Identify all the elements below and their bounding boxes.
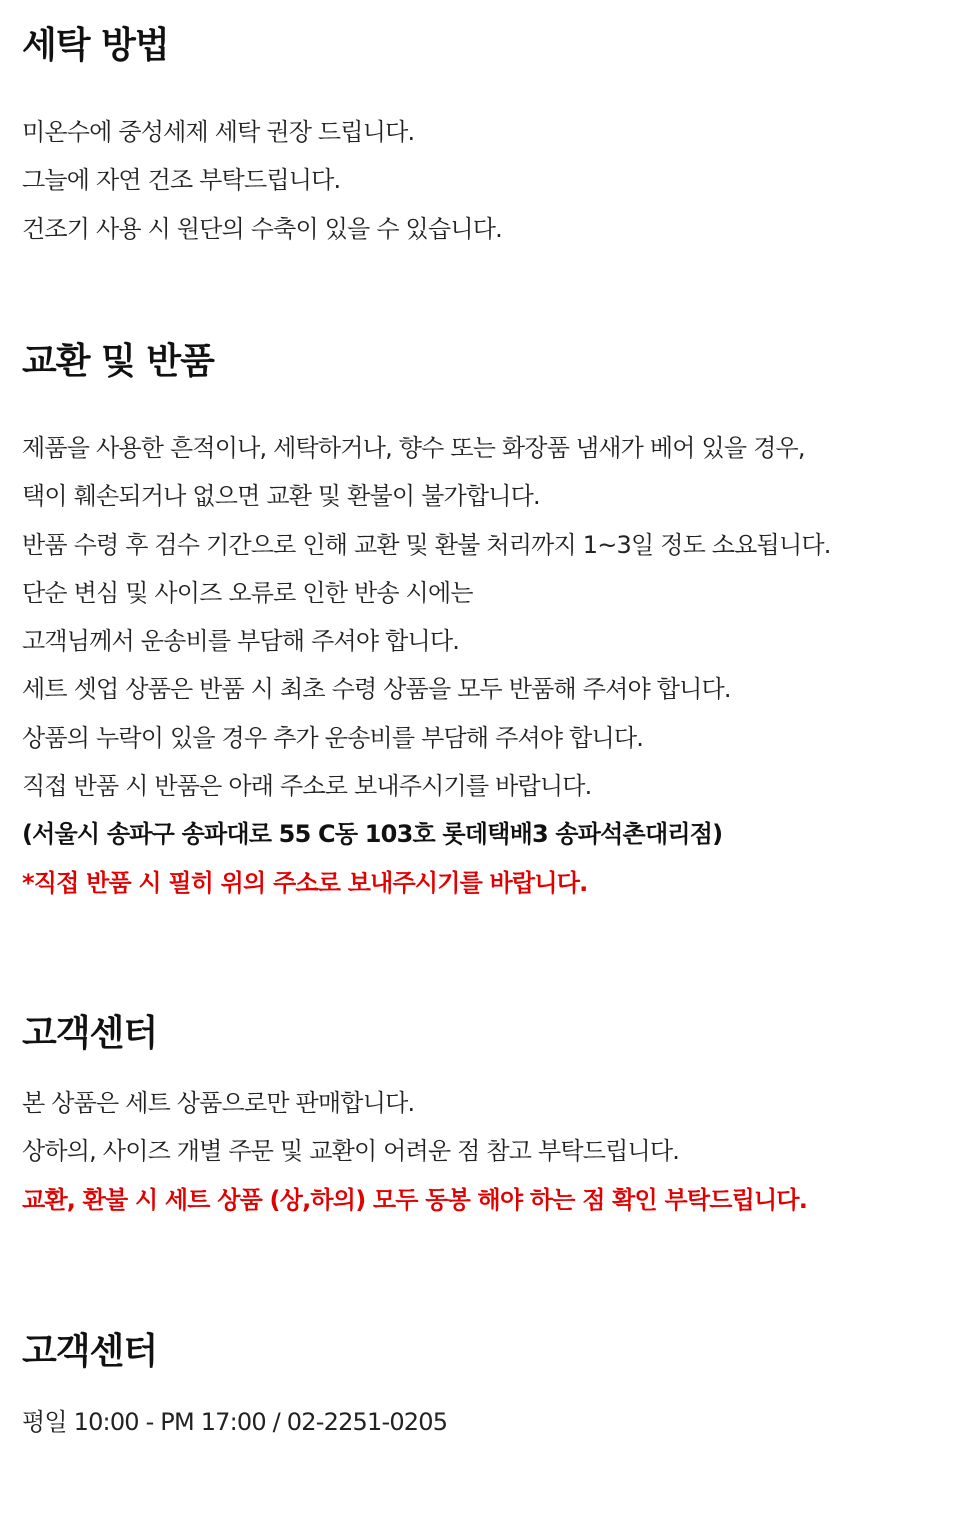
- exchange-line-1: 제품을 사용한 흔적이나, 세탁하거나, 향수 또는 화장품 냄새가 베어 있을 경우,: [22, 434, 805, 462]
- set-sale-notice: 교환, 환불 시 세트 상품 (상,하의) 모두 동봉 해야 하는 점 확인 부탁드립니다.: [22, 1185, 808, 1214]
- exchange-line-3: 반품 수령 후 검수 기간으로 인해 교환 및 환불 처리까지 1~3일 정도 소요됩니다.: [22, 530, 831, 559]
- set-sale-line-1: 본 상품은 세트 상품으로만 판매합니다.: [22, 1089, 415, 1117]
- exchange-line-5: 고객님께서 운송비를 부담해 주셔야 합니다.: [22, 627, 460, 656]
- exchange-line-6: 세트 셋업 상품은 반품 시 최초 수령 상품을 모두 반품해 주셔야 합니다.: [22, 675, 731, 704]
- washing-section: [22, 24, 942, 253]
- washing-line-2: 그늘에 자연 건조 부탁드립니다.: [22, 166, 341, 195]
- customer-center-section-1: [22, 1012, 942, 1224]
- exchange-line-4: 단순 변심 및 사이즈 오류로 인한 반송 시에는: [22, 578, 473, 607]
- exchange-line-8: 직접 반품 시 반품은 아래 주소로 보내주시기를 바랍니다.: [22, 772, 592, 801]
- exchange-return-lines: [22, 424, 942, 907]
- washing-line-3: 건조기 사용 시 원단의 수축이 있을 수 있습니다.: [22, 214, 502, 243]
- section-title: 세탁 방법: [22, 25, 169, 66]
- customer-center-section-2: [22, 1330, 942, 1446]
- exchange-line-7: 상품의 누락이 있을 경우 추가 운송비를 부담해 주셔야 합니다.: [22, 723, 644, 752]
- section-title: 교환 및 반품: [22, 341, 214, 382]
- section-title: 고객센터: [22, 1331, 158, 1372]
- exchange-line-2: 택이 훼손되거나 없으면 교환 및 환불이 불가합니다.: [22, 482, 540, 511]
- return-address: (서울시 송파구 송파대로 55 C동 103호 롯데택배3 송파석촌대리점): [22, 820, 723, 849]
- return-address-notice: *직접 반품 시 필히 위의 주소로 보내주시기를 바랍니다.: [22, 868, 588, 897]
- washing-lines: [22, 108, 942, 253]
- section-title: 고객센터: [22, 1013, 158, 1054]
- set-sale-lines: [22, 1079, 942, 1224]
- washing-line-1: 미온수에 중성세제 세탁 권장 드립니다.: [22, 118, 415, 146]
- business-hours-phone: 평일 10:00 - PM 17:00 / 02-2251-0205: [22, 1408, 448, 1436]
- contact-lines: [22, 1398, 942, 1446]
- exchange-return-section: [22, 340, 942, 907]
- set-sale-line-2: 상하의, 사이즈 개별 주문 및 교환이 어려운 점 참고 부탁드립니다.: [22, 1137, 680, 1166]
